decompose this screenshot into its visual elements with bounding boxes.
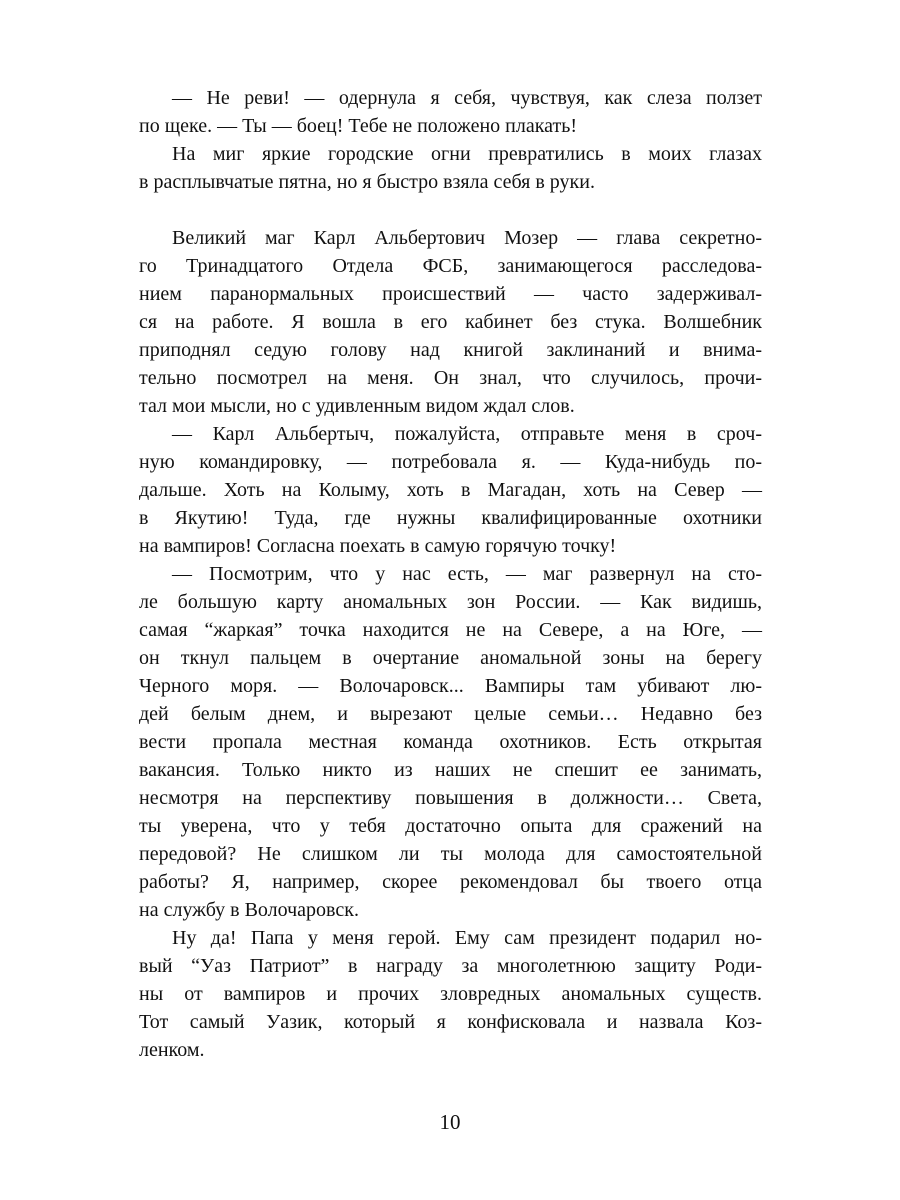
text-line: нием паранормальных происшествий — часто задерживал- xyxy=(139,283,762,305)
text-line: ты уверена, что у тебя достаточно опыта для сражений на xyxy=(139,815,762,837)
text-line: работы? Я, например, скорее рекомендовал бы твоего отца xyxy=(139,871,762,893)
paragraph xyxy=(139,560,762,924)
text-line: — Карл Альбертыч, пожалуйста, отправьте меня в сроч- xyxy=(172,423,762,445)
text-line: ле большую карту аномальных зон России. — Как видишь, xyxy=(139,591,762,613)
text-line: Ну да! Папа у меня герой. Ему сам президент подарил но- xyxy=(172,927,762,949)
text-line: ны от вампиров и прочих зловредных аномальных существ. xyxy=(139,983,762,1005)
text-line: передовой? Не слишком ли ты молода для самостоятельной xyxy=(139,843,762,865)
text-line: в Якутию! Туда, где нужны квалифицированные охотники xyxy=(139,507,762,529)
text-line: ную командировку, — потребовала я. — Куда-нибудь по- xyxy=(139,451,762,473)
paragraph xyxy=(139,224,762,420)
text-line: в расплывчатые пятна, но я быстро взяла себя в руки. xyxy=(139,171,595,193)
text-line: вакансия. Только никто из наших не спешит ее занимать, xyxy=(139,759,762,781)
text-line: тал мои мысли, но с удивленным видом ждал слов. xyxy=(139,395,575,417)
paragraph xyxy=(139,420,762,560)
text-line: приподнял седую голову над книгой заклинаний и внима- xyxy=(139,339,762,361)
text-line: Тот самый Уазик, который я конфисковала и назвала Коз- xyxy=(139,1011,762,1033)
text-line: вый “Уаз Патриот” в награду за многолетнюю защиту Роди- xyxy=(139,955,762,977)
page-text xyxy=(139,84,762,1064)
text-line: тельно посмотрел на меня. Он знал, что случилось, прочи- xyxy=(139,367,762,389)
text-line: ленком. xyxy=(139,1039,205,1061)
text-line: — Не реви! — одернула я себя, чувствуя, как слеза ползет xyxy=(172,87,762,109)
text-line: дальше. Хоть на Колыму, хоть в Магадан, хоть на Север — xyxy=(139,479,762,501)
text-line: на вампиров! Согласна поехать в самую горячую точку! xyxy=(139,535,617,557)
text-line: на службу в Волочаровск. xyxy=(139,899,359,921)
paragraph xyxy=(139,140,762,196)
text-line: дей белым днем, и вырезают целые семьи… Недавно без xyxy=(139,703,762,725)
text-line: ся на работе. Я вошла в его кабинет без стука. Волшебник xyxy=(139,311,762,333)
paragraph xyxy=(139,84,762,140)
page-number: 10 xyxy=(439,1110,461,1134)
text-line: самая “жаркая” точка находится не на Севере, а на Юге, — xyxy=(139,619,762,641)
text-line: Великий маг Карл Альбертович Мозер — глава секретно- xyxy=(172,227,762,249)
text-line: вести пропала местная команда охотников. Есть открытая xyxy=(139,731,762,753)
text-line: Черного моря. — Волочаровск... Вампиры там убивают лю- xyxy=(139,675,762,697)
text-line: он ткнул пальцем в очертание аномальной зоны на берегу xyxy=(139,647,762,669)
text-line: по щеке. — Ты — боец! Тебе не положено плакать! xyxy=(139,115,578,137)
text-line: На миг яркие городские огни превратились в моих глазах xyxy=(172,143,762,165)
text-line: — Посмотрим, что у нас есть, — маг развернул на сто- xyxy=(172,563,762,585)
text-line: несмотря на перспективу повышения в должности… Света, xyxy=(139,787,762,809)
text-line: го Тринадцатого Отдела ФСБ, занимающегося расследова- xyxy=(139,255,762,277)
paragraph xyxy=(139,924,762,1064)
